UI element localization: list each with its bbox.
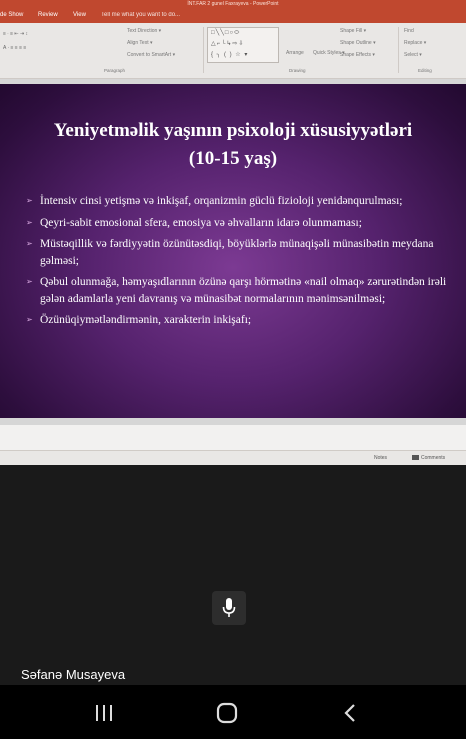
back-button[interactable] bbox=[330, 699, 370, 727]
status-bar bbox=[0, 450, 466, 465]
shape-effects-button[interactable]: Shape Effects ▾ bbox=[340, 52, 375, 58]
bullet-text: Müstəqillik və fərdiyyətin özünütəsdiqi, böyüklərlə münaqişəli münasibətin meydana gəlməsi; bbox=[40, 238, 434, 267]
list-item bbox=[26, 274, 460, 307]
replace-button[interactable]: Replace ▾ bbox=[404, 40, 427, 46]
list-item bbox=[26, 193, 460, 210]
slide-bullet-list[interactable] bbox=[26, 193, 460, 334]
arrow-bullet-icon: ➢ bbox=[26, 217, 33, 227]
bullet-text: Özünüqiymətləndirmənin, xarakterin inkişafı; bbox=[40, 314, 252, 326]
list-item bbox=[26, 236, 460, 269]
text-direction-button[interactable]: Text Direction ▾ bbox=[127, 28, 162, 34]
comments-button[interactable]: Comments bbox=[421, 455, 446, 461]
ribbon-divider bbox=[203, 27, 204, 73]
bullet-text: Qeyri-sabit emosional sfera, emosiya və əhvalların idarə olunmaması; bbox=[40, 216, 362, 229]
editor-bottom-area bbox=[0, 425, 466, 450]
slide-subtitle-text: (10-15 yaş) bbox=[188, 148, 278, 169]
tab-view[interactable]: View bbox=[73, 12, 86, 18]
tab-review[interactable]: Review bbox=[38, 12, 58, 18]
comments-icon bbox=[412, 455, 419, 460]
arrow-bullet-icon: ➢ bbox=[26, 277, 33, 286]
shapes-gallery[interactable]: □╲╲□○⬭ △⌐└↳⇨⇩ { ╮ ( ) ☆ ▾ bbox=[207, 27, 279, 63]
arrow-bullet-icon: ➢ bbox=[26, 239, 33, 248]
arrow-bullet-icon: ➢ bbox=[26, 196, 33, 205]
paragraph-group-label: Paragraph bbox=[104, 68, 126, 73]
drawing-group-label: Drawing bbox=[289, 68, 306, 73]
arrow-bullet-icon: ➢ bbox=[26, 315, 33, 324]
paragraph-align-controls[interactable]: A · ≡ ≡ ≡ ≡ bbox=[3, 45, 27, 51]
notes-button[interactable]: Notes bbox=[374, 455, 388, 461]
list-item bbox=[26, 312, 460, 329]
ribbon-tabs bbox=[0, 9, 466, 23]
slide-title-text: Yeniyetməlik yaşının psixoloji xüsusiyyətləri bbox=[53, 120, 413, 141]
quick-styles-button[interactable]: Quick Styles ▾ bbox=[313, 50, 345, 56]
arrange-button[interactable]: Arrange bbox=[286, 50, 304, 56]
mute-button[interactable] bbox=[212, 591, 246, 625]
align-text-button[interactable]: Align Text ▾ bbox=[127, 40, 153, 46]
system-nav-bar bbox=[0, 685, 466, 739]
tab-slide-show[interactable]: de Show bbox=[0, 12, 24, 18]
ribbon bbox=[0, 23, 466, 79]
window-title: İNT.FAR 2 gunel Faxrayeva - PowerPoint bbox=[0, 0, 466, 9]
home-button[interactable] bbox=[207, 699, 247, 727]
list-item bbox=[26, 215, 460, 232]
recent-apps-button[interactable] bbox=[84, 699, 124, 727]
paragraph-list-controls[interactable]: ≡ ∙ ≡ ⇤ ⇥ ↕ bbox=[3, 31, 29, 37]
ribbon-divider bbox=[398, 27, 399, 73]
back-icon bbox=[342, 703, 358, 723]
participant-name: Səfanə Musayeva bbox=[21, 667, 126, 682]
convert-smartart-button[interactable]: Convert to SmartArt ▾ bbox=[127, 52, 176, 58]
slide-canvas[interactable] bbox=[0, 84, 466, 418]
bullet-text: İntensiv cinsi yetişmə və inkişaf, orqanizmin güclü fizioloji yenidənqurulması; bbox=[40, 195, 403, 207]
select-button[interactable]: Select ▾ bbox=[404, 52, 422, 58]
find-button[interactable]: Find bbox=[404, 28, 414, 34]
tell-me-search[interactable]: Tell me what you want to do... bbox=[101, 12, 181, 18]
bullet-text: Qəbul olunmağa, həmyaşıdlarının özünə qarşı hörmətinə «nail olmaq» zərurətindən irəli gələn adamlarla yeni davranış və münasibət normalarının mənimsənilməsi; bbox=[40, 276, 447, 305]
microphone-icon bbox=[222, 597, 236, 619]
editing-group-label: Editing bbox=[418, 68, 432, 73]
shape-fill-button[interactable]: Shape Fill ▾ bbox=[340, 28, 367, 34]
call-panel bbox=[0, 465, 466, 685]
shape-outline-button[interactable]: Shape Outline ▾ bbox=[340, 40, 376, 46]
recent-apps-icon bbox=[94, 704, 114, 722]
home-icon bbox=[216, 702, 238, 724]
slide-editor bbox=[0, 79, 466, 425]
slide-title[interactable] bbox=[0, 117, 466, 173]
